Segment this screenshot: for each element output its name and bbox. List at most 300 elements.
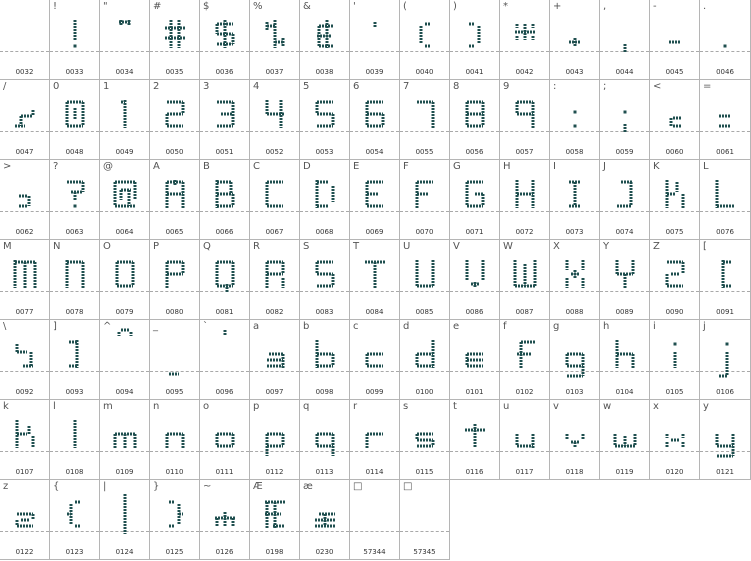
glyph-character-label: q bbox=[303, 401, 310, 412]
glyph-character-label: , bbox=[603, 1, 607, 12]
glyph-cell bbox=[350, 240, 400, 320]
glyph-cell bbox=[150, 400, 200, 480]
glyph-code-label: 0066 bbox=[215, 228, 234, 236]
glyph-cell bbox=[500, 240, 550, 320]
glyph-code-label: 0053 bbox=[315, 148, 334, 156]
glyph-code-label: 0109 bbox=[115, 468, 134, 476]
glyph-character-label: ~ bbox=[203, 481, 212, 492]
glyph-cell bbox=[650, 0, 700, 80]
glyph-cell bbox=[100, 0, 150, 80]
glyph-cell bbox=[400, 160, 450, 240]
glyph-cell bbox=[550, 240, 600, 320]
glyph-dot bbox=[574, 125, 577, 128]
glyph-code-label: 0117 bbox=[515, 468, 534, 476]
glyph-code-label: 0125 bbox=[165, 548, 184, 556]
glyph-cell bbox=[500, 80, 550, 160]
glyph-cell bbox=[450, 0, 500, 80]
glyph-code-label: 0062 bbox=[15, 228, 34, 236]
glyph-character-label: + bbox=[553, 1, 562, 12]
glyph-cell bbox=[600, 160, 650, 240]
glyph-cell bbox=[700, 240, 751, 320]
glyph-dot bbox=[674, 343, 677, 346]
glyph-code-label: 0063 bbox=[65, 228, 84, 236]
glyph-character-label: 1 bbox=[103, 81, 110, 92]
glyph-cell bbox=[250, 80, 300, 160]
glyph-character-label: J bbox=[603, 161, 606, 172]
glyph-cell bbox=[300, 160, 350, 240]
glyph-cell bbox=[300, 400, 350, 480]
glyph-cell bbox=[600, 400, 650, 480]
glyph-code-label: 0034 bbox=[115, 68, 134, 76]
glyph-cell bbox=[100, 160, 150, 240]
glyph-code-label: 0081 bbox=[215, 308, 234, 316]
glyph-code-label: 0114 bbox=[365, 468, 384, 476]
glyph-cell bbox=[600, 80, 650, 160]
glyph-dot bbox=[624, 111, 627, 114]
glyph-character-label: _ bbox=[153, 321, 158, 332]
glyph-code-label: 0076 bbox=[716, 228, 734, 236]
glyph-code-label: 0043 bbox=[565, 68, 584, 76]
glyph-cell bbox=[150, 320, 200, 400]
glyph-code-label: 0089 bbox=[615, 308, 634, 316]
glyph-character-label: Q bbox=[203, 241, 211, 252]
glyph-cell bbox=[400, 480, 450, 560]
glyph-code-label: 0046 bbox=[716, 68, 734, 76]
glyph-cell bbox=[100, 400, 150, 480]
glyph-code-label: 0069 bbox=[365, 228, 384, 236]
glyph-character-label: 5 bbox=[303, 81, 310, 92]
glyph-code-label: 0064 bbox=[115, 228, 134, 236]
glyph-code-label: 0051 bbox=[215, 148, 234, 156]
glyph-character-label: ' bbox=[353, 1, 356, 12]
glyph-cell bbox=[250, 0, 300, 80]
glyph-code-label: 0113 bbox=[315, 468, 334, 476]
glyph-cell bbox=[350, 0, 400, 80]
glyph-cell bbox=[400, 400, 450, 480]
glyph-character-label: U bbox=[403, 241, 411, 252]
glyph-cell bbox=[50, 400, 100, 480]
glyph-character-label: b bbox=[303, 321, 310, 332]
glyph-character-label: ` bbox=[203, 321, 208, 332]
glyph-code-label: 0078 bbox=[65, 308, 84, 316]
glyph-code-label: 0044 bbox=[615, 68, 634, 76]
glyph-code-label: 0050 bbox=[165, 148, 184, 156]
glyph-cell bbox=[650, 400, 700, 480]
baseline-guide bbox=[400, 531, 449, 532]
glyph-character-label: . bbox=[703, 1, 707, 12]
glyph-code-label: 0075 bbox=[665, 228, 684, 236]
glyph-cell bbox=[0, 240, 50, 320]
glyph-character-label: h bbox=[603, 321, 610, 332]
glyph-cell bbox=[550, 0, 600, 80]
glyph-code-label: 0093 bbox=[65, 388, 84, 396]
glyph-code-label: 0198 bbox=[265, 548, 284, 556]
glyph-character-label: H bbox=[503, 161, 511, 172]
glyph-cell bbox=[550, 400, 600, 480]
glyph-cell bbox=[650, 240, 700, 320]
glyph-code-label: 0085 bbox=[415, 308, 434, 316]
glyph-code-label: 0071 bbox=[465, 228, 484, 236]
glyph-character-label: A bbox=[153, 161, 160, 172]
glyph-code-label: 0107 bbox=[15, 468, 34, 476]
glyph-cell bbox=[0, 0, 50, 80]
glyph-code-label: 0048 bbox=[65, 148, 84, 156]
glyph-code-label: 0088 bbox=[565, 308, 584, 316]
glyph-code-label: 0042 bbox=[515, 68, 534, 76]
glyph-character-label: c bbox=[353, 321, 359, 332]
glyph-cell bbox=[350, 160, 400, 240]
glyph-cell bbox=[100, 240, 150, 320]
glyph-cell bbox=[50, 480, 100, 560]
glyph-character-label: æ bbox=[303, 481, 313, 492]
glyph-code-label: 0120 bbox=[665, 468, 684, 476]
glyph-code-label: 0097 bbox=[265, 388, 284, 396]
glyph-character-label: X bbox=[553, 241, 560, 252]
glyph-code-label: 0074 bbox=[615, 228, 634, 236]
glyph-code-label: 0032 bbox=[15, 68, 34, 76]
glyph-cell bbox=[150, 160, 200, 240]
glyph-character-label: W bbox=[503, 241, 513, 252]
glyph-code-label: 0086 bbox=[465, 308, 484, 316]
glyph-cell bbox=[450, 80, 500, 160]
glyph-character-label: G bbox=[453, 161, 461, 172]
glyph-code-label: 0068 bbox=[315, 228, 334, 236]
glyph-cell bbox=[500, 320, 550, 400]
glyph-cell bbox=[400, 0, 450, 80]
glyph-code-label: 0091 bbox=[716, 308, 734, 316]
glyph-cell bbox=[250, 400, 300, 480]
glyph-cell bbox=[200, 400, 250, 480]
glyph-character-label: t bbox=[453, 401, 457, 412]
glyph-code-label: 0104 bbox=[615, 388, 634, 396]
glyph-character-label: P bbox=[153, 241, 160, 252]
glyph-code-label: 0111 bbox=[215, 468, 234, 476]
glyph-character-label: ^ bbox=[103, 321, 112, 332]
glyph-character-label: f bbox=[503, 321, 507, 332]
glyph-cell bbox=[150, 480, 200, 560]
glyph-character-label: 0 bbox=[53, 81, 60, 92]
glyph-character-label: a bbox=[253, 321, 260, 332]
glyph-code-label: 0057 bbox=[515, 148, 534, 156]
glyph-cell bbox=[350, 80, 400, 160]
glyph-character-label: " bbox=[103, 1, 108, 12]
glyph-cell bbox=[100, 80, 150, 160]
glyph-character-label: ( bbox=[403, 1, 407, 12]
glyph-cell bbox=[500, 0, 550, 80]
glyph-code-label: 0087 bbox=[515, 308, 534, 316]
glyph-code-label: 0118 bbox=[565, 468, 584, 476]
glyph-code-label: 0112 bbox=[265, 468, 284, 476]
glyph-character-label: l bbox=[53, 401, 56, 412]
glyph-code-label: 0082 bbox=[265, 308, 284, 316]
glyph-character-label: v bbox=[553, 401, 559, 412]
glyph-cell bbox=[250, 160, 300, 240]
glyph-cell bbox=[550, 80, 600, 160]
glyph-code-label: 0115 bbox=[415, 468, 434, 476]
glyph-code-label: 0060 bbox=[665, 148, 684, 156]
glyph-character-label: | bbox=[103, 481, 107, 492]
glyph-code-label: 57344 bbox=[363, 548, 386, 556]
glyph-character-label: r bbox=[353, 401, 358, 412]
glyph-code-label: 0049 bbox=[115, 148, 134, 156]
glyph-cell bbox=[550, 320, 600, 400]
glyph-character-label: 6 bbox=[353, 81, 360, 92]
glyph-character-label: I bbox=[553, 161, 556, 172]
glyph-character-label: C bbox=[253, 161, 260, 172]
glyph-code-label: 0090 bbox=[665, 308, 684, 316]
glyph-character-label: x bbox=[653, 401, 659, 412]
glyph-cell bbox=[50, 160, 100, 240]
glyph-character-label: L bbox=[703, 161, 709, 172]
glyph-dot bbox=[726, 343, 729, 346]
glyph-character-label: T bbox=[353, 241, 360, 252]
glyph-code-label: 0080 bbox=[165, 308, 184, 316]
glyph-code-label: 0108 bbox=[65, 468, 84, 476]
glyph-cell bbox=[700, 0, 751, 80]
glyph-character-label: w bbox=[603, 401, 612, 412]
glyph-cell bbox=[0, 400, 50, 480]
glyph-character-label: * bbox=[503, 1, 508, 12]
glyph-character-label: & bbox=[303, 1, 311, 12]
glyph-character-label: D bbox=[303, 161, 311, 172]
glyph-code-label: 0099 bbox=[365, 388, 384, 396]
glyph-code-label: 0092 bbox=[15, 388, 34, 396]
glyph-cell bbox=[200, 320, 250, 400]
glyph-character-label: B bbox=[203, 161, 210, 172]
glyph-code-label: 0045 bbox=[665, 68, 684, 76]
baseline-guide bbox=[0, 51, 49, 52]
glyph-cell bbox=[150, 240, 200, 320]
glyph-character-label: F bbox=[403, 161, 409, 172]
glyph-code-label: 0072 bbox=[515, 228, 534, 236]
glyph-dot bbox=[574, 111, 577, 114]
glyph-cell bbox=[500, 160, 550, 240]
glyph-character-label: ? bbox=[53, 161, 59, 172]
glyph-code-label: 0095 bbox=[165, 388, 184, 396]
glyph-code-label: 0040 bbox=[415, 68, 434, 76]
glyph-code-label: 0073 bbox=[565, 228, 584, 236]
glyph-cell bbox=[250, 240, 300, 320]
glyph-code-label: 0055 bbox=[415, 148, 434, 156]
glyph-code-label: 0052 bbox=[265, 148, 284, 156]
glyph-code-label: 0059 bbox=[615, 148, 634, 156]
glyph-character-label: y bbox=[703, 401, 709, 412]
glyph-code-label: 0122 bbox=[15, 548, 34, 556]
glyph-cell bbox=[550, 160, 600, 240]
glyph-cell bbox=[200, 0, 250, 80]
glyph-code-label: 0065 bbox=[165, 228, 184, 236]
glyph-cell bbox=[200, 160, 250, 240]
glyph-cell bbox=[0, 480, 50, 560]
glyph-cell bbox=[200, 80, 250, 160]
glyph-character-label: K bbox=[653, 161, 660, 172]
glyph-code-label: 0100 bbox=[415, 388, 434, 396]
glyph-character-label: R bbox=[253, 241, 260, 252]
glyph-character-label: ] bbox=[53, 321, 57, 332]
glyph-character-label: < bbox=[653, 81, 662, 92]
glyph-character-label: p bbox=[253, 401, 260, 412]
glyph-character-label: { bbox=[53, 481, 60, 492]
glyph-character-label: Y bbox=[603, 241, 610, 252]
glyph-character-label: Æ bbox=[253, 481, 263, 492]
glyph-cell bbox=[250, 480, 300, 560]
glyph-character-label: = bbox=[703, 81, 712, 92]
glyph-cell bbox=[600, 320, 650, 400]
glyph-character-label: 3 bbox=[203, 81, 210, 92]
glyph-code-label: 0058 bbox=[565, 148, 584, 156]
glyph-cell bbox=[150, 80, 200, 160]
glyph-character-label: j bbox=[703, 321, 706, 332]
glyph-cell bbox=[650, 80, 700, 160]
glyph-code-label: 0119 bbox=[615, 468, 634, 476]
glyph-cell bbox=[300, 240, 350, 320]
glyph-code-label: 0094 bbox=[115, 388, 134, 396]
glyph-character-label: i bbox=[653, 321, 656, 332]
glyph-code-label: 0116 bbox=[465, 468, 484, 476]
glyph-code-label: 0035 bbox=[165, 68, 184, 76]
glyph-code-label: 0039 bbox=[365, 68, 384, 76]
glyph-code-label: 0070 bbox=[415, 228, 434, 236]
baseline-guide bbox=[350, 531, 399, 532]
glyph-code-label: 0033 bbox=[65, 68, 84, 76]
glyph-cell bbox=[50, 240, 100, 320]
glyph-character-label: 9 bbox=[503, 81, 510, 92]
glyph-character-label: \ bbox=[3, 321, 7, 332]
glyph-character-label: g bbox=[553, 321, 560, 332]
glyph-code-label: 0041 bbox=[465, 68, 484, 76]
glyph-character-label: : bbox=[553, 81, 557, 92]
glyph-character-label: ) bbox=[453, 1, 457, 12]
glyph-cell bbox=[450, 400, 500, 480]
glyph-code-label: 57345 bbox=[413, 548, 436, 556]
glyph-cell bbox=[300, 480, 350, 560]
glyph-code-label: 0121 bbox=[716, 468, 734, 476]
glyph-code-label: 0038 bbox=[315, 68, 334, 76]
glyph-cell bbox=[350, 480, 400, 560]
glyph-code-label: 0083 bbox=[315, 308, 334, 316]
glyph-code-label: 0056 bbox=[465, 148, 484, 156]
glyph-code-label: 0096 bbox=[215, 388, 234, 396]
glyph-cell bbox=[150, 0, 200, 80]
glyph-cell bbox=[400, 80, 450, 160]
glyph-code-label: 0110 bbox=[165, 468, 184, 476]
glyph-character-label: m bbox=[103, 401, 113, 412]
glyph-cell bbox=[700, 400, 751, 480]
glyph-character-label: 8 bbox=[453, 81, 460, 92]
glyph-cell bbox=[650, 320, 700, 400]
glyph-dot bbox=[724, 45, 727, 48]
glyph-cell bbox=[0, 160, 50, 240]
glyph-character-label: 2 bbox=[153, 81, 160, 92]
glyph-character-label: □ bbox=[403, 481, 413, 492]
glyph-character-label: z bbox=[3, 481, 9, 492]
glyph-character-label: M bbox=[3, 241, 12, 252]
glyph-cell bbox=[0, 80, 50, 160]
glyph-character-label: } bbox=[153, 481, 160, 492]
glyph-character-label: o bbox=[203, 401, 210, 412]
glyph-dot bbox=[74, 45, 77, 48]
glyph-character-label: Z bbox=[653, 241, 660, 252]
glyph-code-label: 0101 bbox=[465, 388, 484, 396]
glyph-cell bbox=[250, 320, 300, 400]
glyph-character-label: s bbox=[403, 401, 409, 412]
glyph-cell bbox=[400, 240, 450, 320]
glyph-cell bbox=[300, 320, 350, 400]
glyph-cell bbox=[200, 480, 250, 560]
glyph-cell bbox=[0, 320, 50, 400]
glyph-code-label: 0084 bbox=[365, 308, 384, 316]
glyph-character-label: e bbox=[453, 321, 460, 332]
glyph-code-label: 0036 bbox=[215, 68, 234, 76]
glyph-code-label: 0230 bbox=[315, 548, 334, 556]
glyph-character-label: $ bbox=[203, 1, 210, 12]
glyph-character-label: ; bbox=[603, 81, 607, 92]
glyph-cell bbox=[600, 0, 650, 80]
glyph-code-label: 0077 bbox=[15, 308, 34, 316]
glyph-character-label: k bbox=[3, 401, 9, 412]
glyph-code-label: 0103 bbox=[565, 388, 584, 396]
glyph-code-label: 0054 bbox=[365, 148, 384, 156]
glyph-character-label: N bbox=[53, 241, 61, 252]
glyph-code-label: 0106 bbox=[716, 388, 734, 396]
glyph-cell bbox=[450, 160, 500, 240]
glyph-cell bbox=[450, 320, 500, 400]
glyph-character-label: d bbox=[403, 321, 410, 332]
glyph-code-label: 0105 bbox=[665, 388, 684, 396]
glyph-cell bbox=[50, 0, 100, 80]
glyph-character-label: O bbox=[103, 241, 111, 252]
glyph-cell bbox=[100, 320, 150, 400]
glyph-code-label: 0037 bbox=[265, 68, 284, 76]
glyph-code-label: 0126 bbox=[215, 548, 234, 556]
glyph-code-label: 0123 bbox=[65, 548, 84, 556]
glyph-code-label: 0098 bbox=[315, 388, 334, 396]
glyph-cell bbox=[400, 320, 450, 400]
glyph-cell bbox=[700, 160, 751, 240]
glyph-cell bbox=[500, 400, 550, 480]
glyph-character-label: - bbox=[653, 1, 657, 12]
glyph-character-label: @ bbox=[103, 161, 113, 172]
glyph-character-label: E bbox=[353, 161, 360, 172]
glyph-character-label: / bbox=[3, 81, 7, 92]
glyph-cell bbox=[350, 320, 400, 400]
glyph-character-label: □ bbox=[353, 481, 363, 492]
glyph-cell bbox=[300, 80, 350, 160]
glyph-code-label: 0067 bbox=[265, 228, 284, 236]
glyph-character-label: 7 bbox=[403, 81, 410, 92]
glyph-character-label: V bbox=[453, 241, 460, 252]
glyph-cell bbox=[50, 320, 100, 400]
glyph-cell bbox=[450, 240, 500, 320]
glyph-code-label: 0102 bbox=[515, 388, 534, 396]
glyph-cell bbox=[650, 160, 700, 240]
glyph-code-label: 0124 bbox=[115, 548, 134, 556]
glyph-character-label: > bbox=[3, 161, 12, 172]
glyph-character-label: [ bbox=[703, 241, 707, 252]
glyph-cell bbox=[200, 240, 250, 320]
glyph-code-label: 0079 bbox=[115, 308, 134, 316]
glyph-character-label: 4 bbox=[253, 81, 260, 92]
glyph-cell bbox=[600, 240, 650, 320]
glyph-character-label: n bbox=[153, 401, 160, 412]
glyph-character-label: # bbox=[153, 1, 162, 12]
glyph-cell bbox=[700, 320, 751, 400]
glyph-character-label: % bbox=[253, 1, 263, 12]
glyph-cell bbox=[300, 0, 350, 80]
glyph-character-label: ! bbox=[53, 1, 58, 12]
glyph-cell bbox=[50, 80, 100, 160]
glyph-cell bbox=[350, 400, 400, 480]
